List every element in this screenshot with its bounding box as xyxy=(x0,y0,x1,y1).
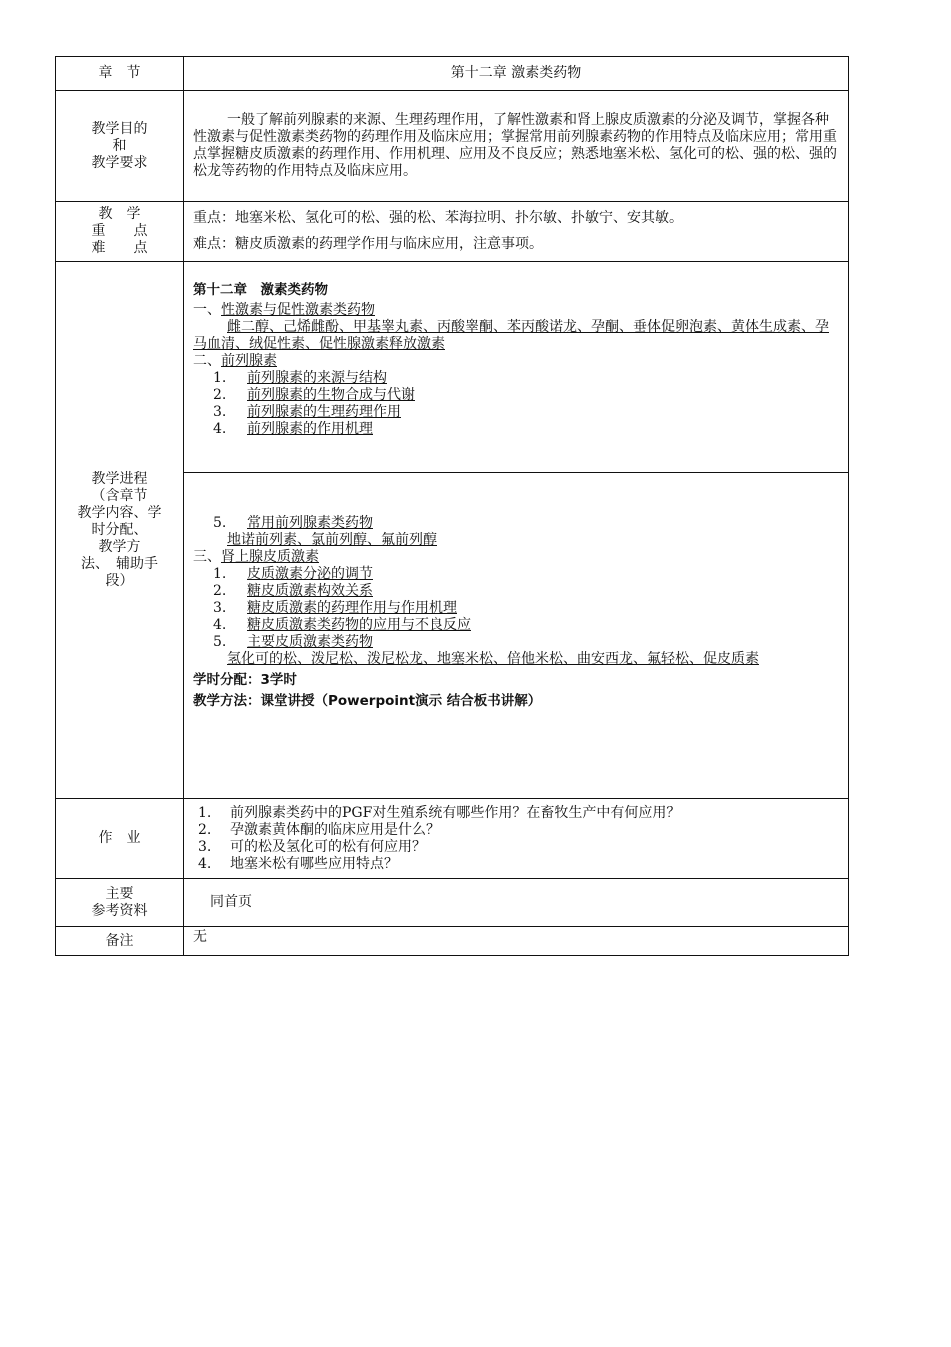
key-point-text: 重点：地塞米松、氢化可的松、强的松、苯海拉明、扑尔敏、扑敏宁、安其敏。 xyxy=(193,210,683,226)
process-row-top xyxy=(56,262,849,473)
section2-title-line xyxy=(193,353,839,370)
process-heading: 第十二章 激素类药物 xyxy=(193,282,328,298)
section3-item xyxy=(193,600,839,617)
section3-title: 肾上腺皮质激素 xyxy=(221,549,319,565)
item-text: 前列腺素的来源与结构 xyxy=(247,370,387,386)
teaching-method: 教学方法：课堂讲授（Powerpoint演示 结合板书讲解） xyxy=(193,693,542,709)
homework-item xyxy=(184,822,839,839)
item-text: 糖皮质激素类药物的应用与不良反应 xyxy=(247,617,471,633)
item-number: 4. xyxy=(213,421,227,437)
section3-title-line xyxy=(193,549,839,566)
item-text: 皮质激素分泌的调节 xyxy=(247,566,373,582)
key-points-row xyxy=(56,202,849,262)
section1-drugs: 雌二醇、己烯雌酚、甲基睾丸素、丙酸睾酮、苯丙酸诺龙、孕酮、垂体促卵泡素、黄体生成素、孕马血清、绒促性素、促性腺激素释放激素 xyxy=(193,319,829,352)
homework-item xyxy=(184,856,839,873)
process-label-line: 教学内容、学 xyxy=(77,504,162,521)
item-number: 5. xyxy=(213,634,227,650)
homework-text: 孕激素黄体酮的临床应用是什么？ xyxy=(230,821,440,838)
item-number: 4. xyxy=(213,617,227,633)
lesson-plan-table xyxy=(55,56,849,956)
item-number: 2. xyxy=(213,387,227,403)
process-content-top xyxy=(184,262,849,473)
process-label-line: （含章节 xyxy=(91,487,148,504)
references-label-line: 主要 xyxy=(105,885,134,902)
item-text: 前列腺素的作用机理 xyxy=(247,421,373,437)
section2-prefix: 二、 xyxy=(193,353,221,369)
references-label xyxy=(56,879,184,927)
section1-title-line xyxy=(193,302,839,319)
section3-item xyxy=(193,583,839,600)
objectives-label-line: 教学目的 xyxy=(91,120,148,137)
process-label-line: 时分配、 xyxy=(91,521,148,538)
remarks-value: 无 xyxy=(184,927,849,956)
hours-allocation: 学时分配：3学时 xyxy=(193,672,297,688)
item-number: 3. xyxy=(213,600,227,616)
item-text: 主要皮质激素类药物 xyxy=(247,634,373,650)
item-text: 常用前列腺素类药物 xyxy=(247,515,373,531)
section2-item xyxy=(193,387,839,404)
homework-number: 2. xyxy=(198,821,212,838)
section2-item xyxy=(193,515,839,532)
item-number: 3. xyxy=(213,404,227,420)
section2-drugs: 地诺前列素、氯前列醇、氟前列醇 xyxy=(227,532,437,548)
chapter-value: 第十二章 激素类药物 xyxy=(184,57,849,91)
section3-item xyxy=(193,566,839,583)
key-points-content xyxy=(184,202,849,262)
process-label-line: 教学方 xyxy=(98,538,141,555)
objectives-text xyxy=(184,91,849,202)
homework-number: 3. xyxy=(198,838,212,855)
item-number: 1. xyxy=(213,370,227,386)
homework-label: 作 业 xyxy=(56,799,184,879)
item-text: 糖皮质激素构效关系 xyxy=(247,583,373,599)
section2-drugs-line xyxy=(193,532,839,549)
homework-text: 前列腺素类药中的PGF对生殖系统有哪些作用？在畜牧生产中有何应用？ xyxy=(230,804,681,821)
remarks-row xyxy=(56,927,849,956)
homework-number: 4. xyxy=(198,855,212,872)
section1-prefix: 一、 xyxy=(193,302,221,318)
homework-text: 可的松及氢化可的松有何应用？ xyxy=(230,838,426,855)
key-points-label-line: 教 学 xyxy=(98,206,141,222)
item-number: 5. xyxy=(213,515,227,531)
section1-title: 性激素与促性激素类药物 xyxy=(221,302,375,318)
process-label-line: 段） xyxy=(105,572,134,589)
process-label-line: 法、 辅助手 xyxy=(81,555,158,572)
process-label-line: 教学进程 xyxy=(91,470,148,487)
objectives-label-line: 和 xyxy=(112,137,127,154)
section2-title: 前列腺素 xyxy=(221,353,277,369)
homework-list xyxy=(184,799,849,879)
item-number: 1. xyxy=(213,566,227,582)
remarks-label: 备注 xyxy=(56,927,184,956)
homework-item xyxy=(184,805,839,822)
section2-item xyxy=(193,404,839,421)
process-content-bottom xyxy=(184,473,849,799)
homework-item xyxy=(184,839,839,856)
item-number: 2. xyxy=(213,583,227,599)
section3-item xyxy=(193,634,839,651)
objectives-paragraph: 一般了解前列腺素的来源、生理药理作用，了解性激素和肾上腺皮质激素的分泌及调节，掌握各种性激素与促性激素类药物的药理作用及临床应用；掌握常用前列腺素药物的作用特点及临床应用；常用重点掌握糖皮质激素的药理作用、作用机理、应用及不良反应；熟悉地塞米松、氢化可的松、强的松、强的松龙等药物的作用特点及临床应用。 xyxy=(193,112,837,179)
homework-text: 地塞米松有哪些应用特点？ xyxy=(230,855,398,872)
references-value: 同首页 xyxy=(184,879,849,927)
section3-drugs: 氢化可的松、泼尼松、泼尼松龙、地塞米松、倍他米松、曲安西龙、氟轻松、促皮质素 xyxy=(227,651,759,667)
section3-prefix: 三、 xyxy=(193,549,221,565)
key-points-label-line: 难 点 xyxy=(91,240,148,256)
objectives-label-line: 教学要求 xyxy=(91,154,148,171)
references-row xyxy=(56,879,849,927)
homework-number: 1. xyxy=(198,804,212,821)
item-text: 前列腺素的生理药理作用 xyxy=(247,404,401,420)
chapter-label: 章 节 xyxy=(56,57,184,91)
process-label xyxy=(56,262,184,799)
references-label-line: 参考资料 xyxy=(91,902,148,919)
objectives-row xyxy=(56,91,849,202)
homework-row xyxy=(56,799,849,879)
section2-item xyxy=(193,370,839,387)
key-points-label xyxy=(56,202,184,262)
key-points-label-line: 重 点 xyxy=(91,223,148,239)
difficult-point-text: 难点：糖皮质激素的药理学作用与临床应用，注意事项。 xyxy=(193,236,543,252)
item-text: 前列腺素的生物合成与代谢 xyxy=(247,387,415,403)
item-text: 糖皮质激素的药理作用与作用机理 xyxy=(247,600,457,616)
chapter-row xyxy=(56,57,849,91)
objectives-label xyxy=(56,91,184,202)
section2-item xyxy=(193,421,839,438)
section3-item xyxy=(193,617,839,634)
